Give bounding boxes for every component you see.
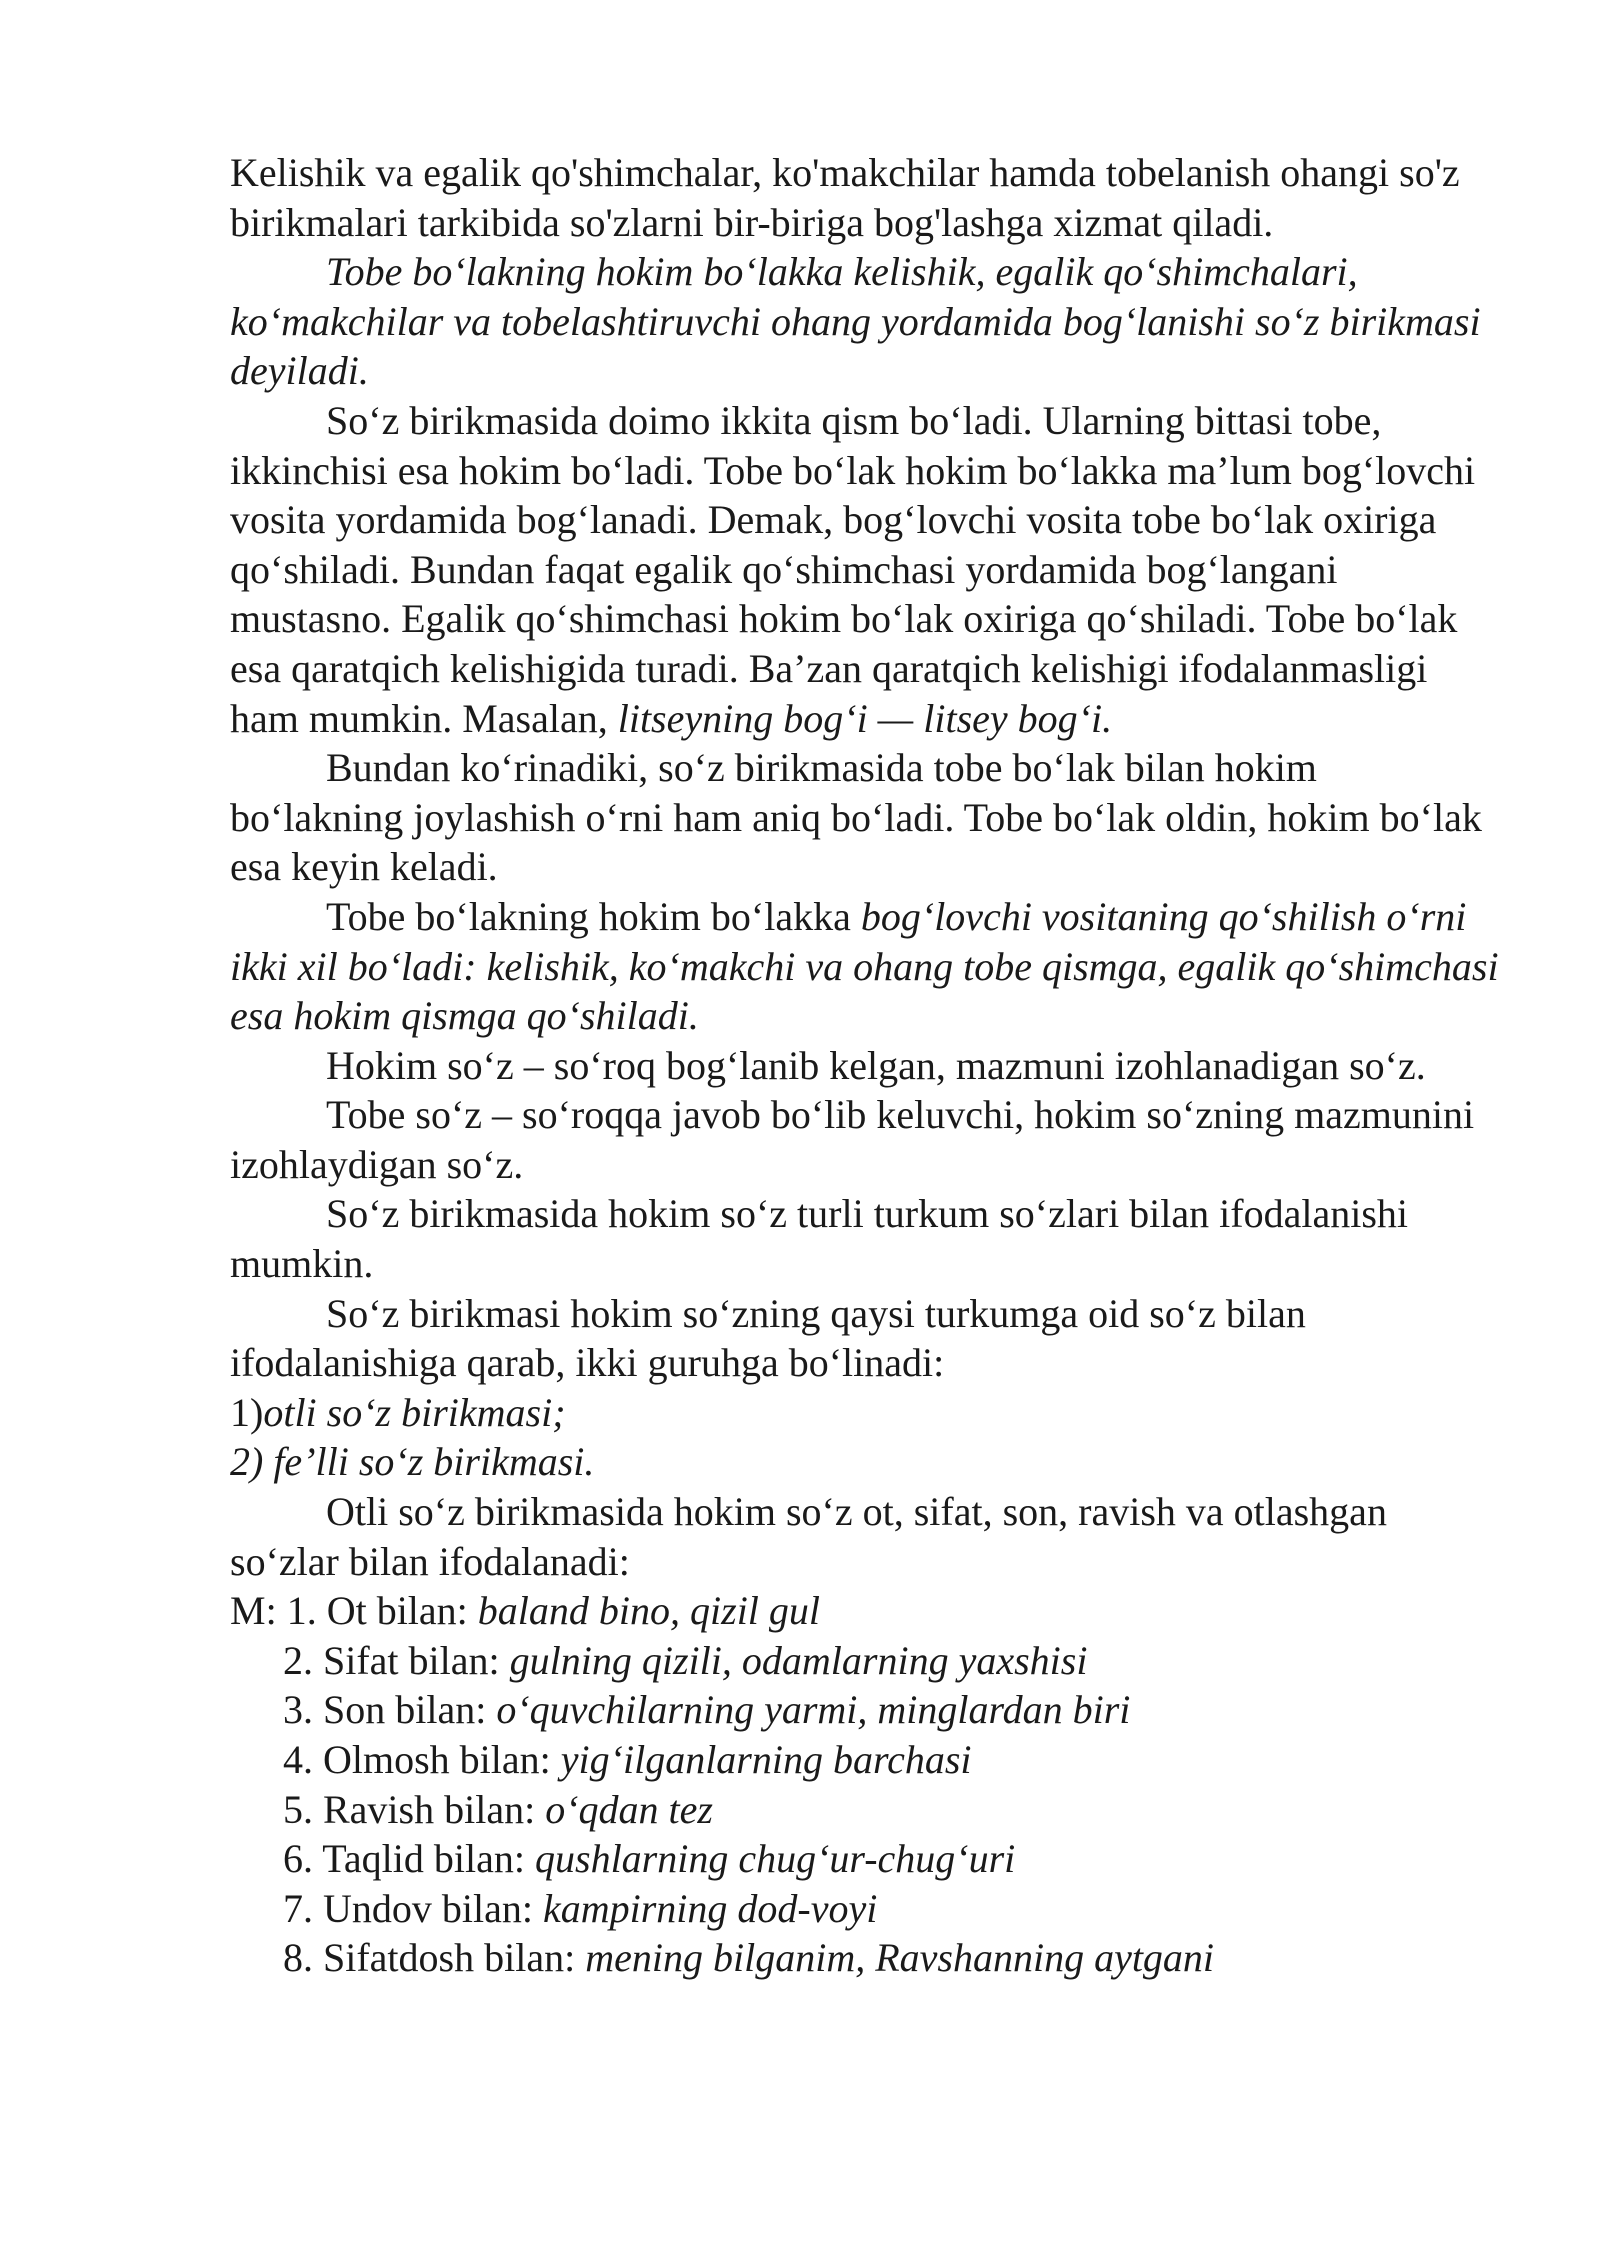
tobe-soz-definition: Tobe so‘z – so‘roqqa javob bo‘lib keluvchi, hokim so‘zning mazmunini izohlaydigan so‘z.: [230, 1092, 1475, 1187]
example-text: baland bino, qizil gul: [477, 1588, 821, 1634]
example-label: 7. Undov bilan:: [283, 1885, 543, 1931]
example-label: 6. Taqlid bilan:: [283, 1836, 535, 1882]
paragraph-5-emphasis: bog‘lovchi vositaning qo‘shilish o‘rni ikki xil bo‘ladi: kelishik, ko‘makchi va ohang tobe qismga, egalik qo‘shimchasi esa hokim qismga qo‘shiladi.: [230, 893, 1499, 1039]
paragraph-5-text: Tobe bo‘lakning hokim bo‘lakka: [326, 893, 861, 939]
example-item-4: [230, 1735, 1500, 1785]
list-item-1-text: otli so‘z birikmasi;: [263, 1389, 566, 1435]
example-label: 4. Olmosh bilan:: [283, 1737, 561, 1782]
example-label: 2. Sifat bilan:: [283, 1637, 510, 1683]
example-text: o‘qdan tez: [545, 1786, 713, 1832]
example-item-7: [230, 1884, 1500, 1934]
paragraph-3-text: So‘z birikmasida doimo ikkita qism bo‘ladi. Ularning bittasi tobe, ikkinchisi esa hokim bo‘ladi. Tobe bo‘lak hokim bo‘lakka ma’lum bog‘lovchi vosita yordamida bog‘lanadi. Demak, bog‘lovchi vosita tobe bo‘lak oxiriga qo‘shiladi. Bundan faqat egalik qo‘shimchasi yordamida bog‘langani mustasno. Egalik qo‘shimchasi hokim bo‘lak oxiriga qo‘shiladi. Tobe bo‘lak esa qaratqich kelishigida turadi. Ba’zan qaratqich kelishigi ifodalanmasligi ham mumkin. Masalan,: [230, 397, 1476, 741]
example-label: 3. Son bilan:: [283, 1687, 497, 1733]
paragraph-10: Otli so‘z birikmasida hokim so‘z ot, sifat, son, ravish va otlashgan so‘zlar bilan ifodalanadi:: [230, 1489, 1387, 1584]
paragraph-3-example: litseyning bog‘i — litsey bog‘i.: [617, 695, 1113, 741]
list-item-2: 2) fe’lli so‘z birikmasi.: [230, 1439, 595, 1485]
example-label: 8. Sifatdosh bilan:: [283, 1935, 586, 1981]
paragraph-5: [230, 892, 1500, 1041]
example-m-prefix: M:: [230, 1588, 287, 1634]
list-item-1-number: 1): [230, 1389, 264, 1435]
paragraph-4: Bundan ko‘rinadiki, so‘z birikmasida tobe bo‘lak bilan hokim bo‘lakning joylashish o‘rni ham aniq bo‘ladi. Tobe bo‘lak oldin, hokim bo‘lak esa keyin keladi.: [230, 745, 1482, 890]
example-item-3: [230, 1685, 1500, 1735]
example-text: gulning qizili, odamlarning yaxshisi: [509, 1637, 1088, 1683]
paragraph-1: Kelishik va egalik qo'shimchalar, ko'makchilar hamda tobelanish ohangi so'z birikmalari tarkibida so'zlarni bir-biriga bog'lashga xizmat qiladi.: [230, 150, 1460, 245]
example-item-5: [230, 1785, 1500, 1835]
paragraph-9: So‘z birikmasi hokim so‘zning qaysi turkumga oid so‘z bilan ifodalanishiga qarab, ikki guruhga bo‘linadi:: [230, 1290, 1306, 1386]
example-text: o‘quvchilarning yarmi, minglardan biri: [496, 1687, 1131, 1733]
example-item-8: [230, 1933, 1500, 1983]
example-item-6: [230, 1834, 1500, 1884]
example-text: qushlarning chug‘ur-chug‘uri: [535, 1836, 1016, 1882]
example-label: 1. Ot bilan:: [286, 1588, 478, 1634]
hokim-soz-definition: Hokim so‘z – so‘roq bog‘lanib kelgan, mazmuni izohlanadigan so‘z.: [326, 1042, 1426, 1088]
document-body: [230, 148, 1500, 1983]
paragraph-8: So‘z birikmasida hokim so‘z turli turkum so‘zlari bilan ifodalanishi mumkin.: [230, 1191, 1409, 1287]
example-text: yig‘ilganlarning barchasi: [560, 1737, 972, 1782]
example-label: 5. Ravish bilan:: [283, 1786, 546, 1832]
example-text: kampirning dod-voyi: [542, 1885, 878, 1931]
example-item-2: [230, 1636, 1500, 1686]
definition-paragraph: Tobe bo‘lakning hokim bo‘lakka kelishik, egalik qo‘shimchalari, ko‘makchilar va tobelashtiruvchi ohang yordamida bog‘lanishi so‘z birikmasi deyiladi.: [230, 249, 1481, 394]
example-text: mening bilganim, Ravshanning aytgani: [585, 1935, 1215, 1981]
paragraph-3: [230, 396, 1500, 743]
list-item-1: [230, 1388, 1500, 1438]
example-item-1: [230, 1586, 1500, 1636]
